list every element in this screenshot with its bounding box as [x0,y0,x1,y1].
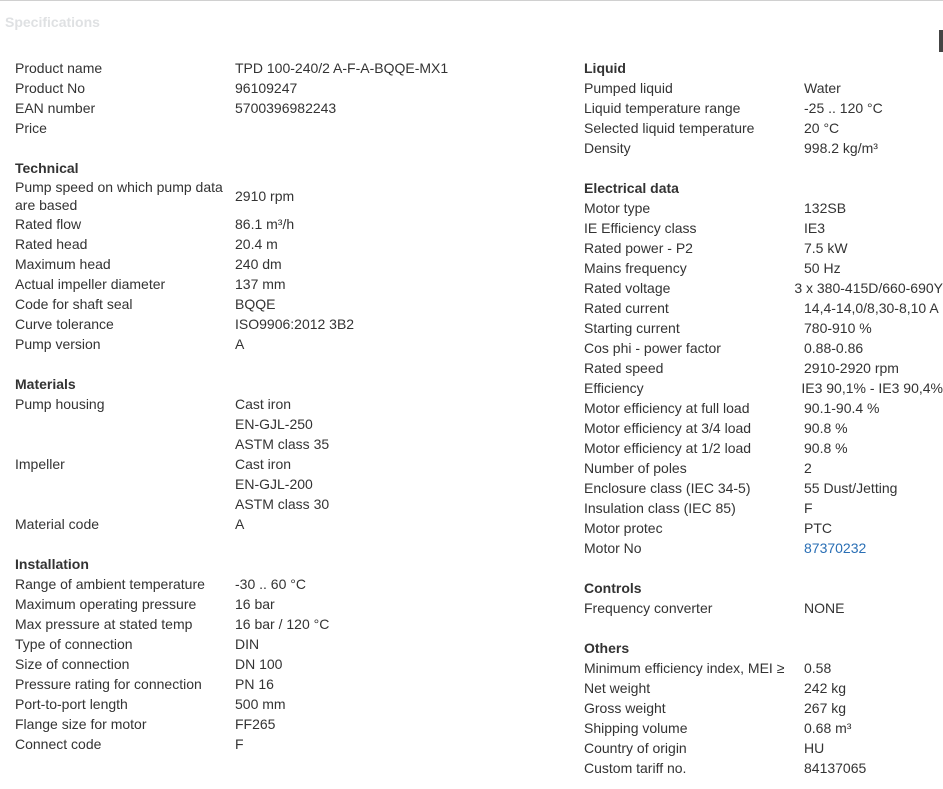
spec-row-pump-speed-on-which-pump-data-are-based [15,178,545,214]
spec-value: 96109247 [235,80,298,96]
spec-value: 16 bar / 120 °C [235,616,330,632]
spec-value: 780-910 % [804,320,872,336]
spec-values [804,658,831,678]
spec-value: 2 [804,460,812,476]
spec-label: Starting current [584,320,680,336]
spec-values [804,198,846,218]
spec-row-shipping-volume [584,718,943,738]
spec-label: Pump version [15,336,101,352]
spec-label: Pressure rating for connection [15,676,202,692]
spec-row-pump-housing [15,394,545,454]
spec-value: Water [804,80,841,96]
spec-row-impeller [15,454,545,514]
spec-value: -25 .. 120 °C [804,100,883,116]
spec-value: Cast iron [235,456,292,472]
spec-values [804,78,841,98]
section-controls [584,578,943,618]
spec-label: Insulation class (IEC 85) [584,500,736,516]
spec-values [235,694,286,714]
spec-label: Pump speed on which pump data are based [15,179,223,213]
spec-label: Minimum efficiency index, MEI ≥ [584,660,785,676]
spec-values [235,714,275,734]
spec-row-cos-phi-power-factor [584,338,943,358]
spec-row-rated-voltage [584,278,943,298]
spec-row-country-of-origin [584,738,943,758]
spec-value: 3 x 380-415D/660-690Y [794,280,943,296]
spec-row-motor-efficiency-at-3-4-load [584,418,943,438]
right-column [584,58,943,778]
spec-value: IE3 [804,220,826,236]
section-materials [15,374,545,534]
section-installation [15,554,545,754]
spec-row-starting-current [584,318,943,338]
spec-label: Max pressure at stated temp [15,616,193,632]
spec-values [794,278,943,298]
spec-value: 55 Dust/Jetting [804,480,898,496]
spec-value: 20 °C [804,120,840,136]
spec-row-rated-speed [584,358,943,378]
spec-values [804,298,939,318]
spec-label: Motor protec [584,520,663,536]
spec-value: 90.8 % [804,420,848,436]
section-title: Installation [15,556,89,572]
scrollbar-thumb[interactable] [939,30,943,52]
spec-row-rated-flow [15,214,545,234]
spec-row-pumped-liquid [584,78,943,98]
spec-label: Range of ambient temperature [15,576,205,592]
spec-row-number-of-poles [584,458,943,478]
spec-row-product-name [15,58,545,78]
spec-label: EAN number [15,100,96,116]
spec-values [804,458,812,478]
section-general [15,58,545,138]
spec-label: Country of origin [584,740,687,756]
spec-row-material-code [15,514,545,534]
section-electrical-data [584,178,943,558]
spec-label: Motor efficiency at 3/4 load [584,420,752,436]
spec-label: Connect code [15,736,102,752]
spec-label: Size of connection [15,656,130,672]
spec-row-flange-size-for-motor [15,714,545,734]
spec-value: 14,4-14,0/8,30-8,10 A [804,300,939,316]
spec-label: Net weight [584,680,651,696]
spec-value: ASTM class 35 [235,436,330,452]
spec-values [235,58,448,78]
spec-value: 2910 rpm [235,188,295,204]
spec-row-insulation-class-iec-85 [584,498,943,518]
spec-row-mains-frequency [584,258,943,278]
spec-values [235,274,286,294]
spec-values [235,674,274,694]
spec-label: Gross weight [584,700,666,716]
spec-label: Type of connection [15,636,133,652]
spec-label: Pump housing [15,396,105,412]
spec-value: DN 100 [235,656,283,672]
spec-label: Rated speed [584,360,664,376]
spec-label: Material code [15,516,100,532]
spec-values [804,598,844,618]
spec-label: Port-to-port length [15,696,128,712]
spec-value: 500 mm [235,696,286,712]
spec-value: F [804,500,813,516]
spec-row-pressure-rating-for-connection [15,674,545,694]
spec-row-ean-number [15,98,545,118]
spec-values [804,758,866,778]
spec-value: 7.5 kW [804,240,848,256]
spec-label: Rated current [584,300,669,316]
spec-value: DIN [235,636,260,652]
spec-label: Rated voltage [584,280,671,296]
spec-label: Cos phi - power factor [584,340,721,356]
spec-value: 86.1 m³/h [235,216,295,232]
spec-value-link[interactable]: 87370232 [804,540,867,556]
spec-values [235,614,329,634]
spec-value: ASTM class 30 [235,496,330,512]
spec-value: NONE [804,600,845,616]
spec-value: PN 16 [235,676,274,692]
spec-value: 240 dm [235,256,282,272]
spec-label: Number of poles [584,460,687,476]
spec-values [235,214,294,234]
spec-row-net-weight [584,678,943,698]
spec-row-pump-version [15,334,545,354]
spec-value: 242 kg [804,680,847,696]
spec-row-code-for-shaft-seal [15,294,545,314]
spec-value: 267 kg [804,700,847,716]
spec-label: Custom tariff no. [584,760,687,776]
section-title: Materials [15,376,76,392]
spec-label: Rated flow [15,216,82,232]
spec-values [804,678,846,698]
spec-values [804,318,872,338]
spec-value: 132SB [804,200,847,216]
spec-row-rated-current [584,298,943,318]
spec-value: F [235,736,244,752]
spec-values [804,358,899,378]
spec-value: FF265 [235,716,276,732]
spec-value: 998.2 kg/m³ [804,140,878,156]
spec-values [235,634,259,654]
spec-row-liquid-temperature-range [584,98,943,118]
spec-label: Maximum head [15,256,111,272]
spec-values [804,478,897,498]
spec-row-motor-no [584,538,943,558]
spec-values [235,734,244,754]
spec-value: 0.58 [804,660,832,676]
spec-value: PTC [804,520,832,536]
spec-row-product-no [15,78,545,98]
spec-values [804,258,841,278]
spec-label: Price [15,120,47,136]
spec-row-selected-liquid-temperature [584,118,943,138]
spec-value: -30 .. 60 °C [235,576,306,592]
spec-row-range-of-ambient-temperature [15,574,545,594]
spec-label: Efficiency [584,380,644,396]
spec-label: Rated head [15,236,88,252]
spec-value: 0.68 m³ [804,720,852,736]
spec-value: 84137065 [804,760,867,776]
spec-row-port-to-port-length [15,694,545,714]
spec-label: Density [584,140,631,156]
spec-values [804,538,866,558]
section-others [584,638,943,778]
spec-values [235,334,244,354]
spec-label: Curve tolerance [15,316,114,332]
spec-label: Maximum operating pressure [15,596,197,612]
spec-values [235,294,275,314]
spec-row-density [584,138,943,158]
spec-values [235,254,282,274]
spec-value: 2910-2920 rpm [804,360,899,376]
spec-row-max-pressure-at-stated-temp [15,614,545,634]
spec-values [235,314,354,334]
spec-row-enclosure-class-iec-34-5 [584,478,943,498]
spec-value: 16 bar [235,596,275,612]
spec-label: Liquid temperature range [584,100,741,116]
spec-label: Frequency converter [584,600,713,616]
section-title: Controls [584,580,642,596]
spec-value: TPD 100-240/2 A-F-A-BQQE-MX1 [235,60,449,76]
spec-label: IE Efficiency class [584,220,697,236]
top-border [0,0,943,1]
spec-value: BQQE [235,296,276,312]
spec-row-actual-impeller-diameter [15,274,545,294]
spec-label: Motor efficiency at full load [584,400,750,416]
spec-values [235,574,306,594]
spec-row-motor-efficiency-at-full-load [584,398,943,418]
spec-row-frequency-converter [584,598,943,618]
spec-row-motor-protec [584,518,943,538]
spec-label: Code for shaft seal [15,296,133,312]
spec-value: EN-GJL-250 [235,416,313,432]
spec-values [235,454,329,514]
spec-value: 90.8 % [804,440,848,456]
spec-label: Mains frequency [584,260,687,276]
section-title: Electrical data [584,180,679,196]
spec-value: 0.88-0.86 [804,340,864,356]
spec-value: A [235,516,245,532]
spec-values [804,138,878,158]
spec-row-size-of-connection [15,654,545,674]
spec-label: Motor No [584,540,642,556]
spec-values [804,98,883,118]
spec-value: Cast iron [235,396,292,412]
spec-value: EN-GJL-200 [235,476,313,492]
spec-label: Actual impeller diameter [15,276,166,292]
spec-values [804,438,848,458]
spec-value: 50 Hz [804,260,841,276]
spec-values [235,394,329,454]
spec-values [804,498,813,518]
section-technical [15,158,545,354]
spec-value: ISO9906:2012 3B2 [235,316,355,332]
spec-value: 20.4 m [235,236,278,252]
spec-values [801,378,943,398]
spec-values [804,698,846,718]
spec-value: HU [804,740,825,756]
spec-row-ie-efficiency-class [584,218,943,238]
spec-row-motor-efficiency-at-1-2-load [584,438,943,458]
section-title: Technical [15,160,79,176]
panel-title: Specifications [5,14,100,30]
spec-values [235,234,278,254]
spec-row-efficiency [584,378,943,398]
spec-label: Motor type [584,200,651,216]
section-title: Others [584,640,630,656]
spec-value: IE3 90,1% - IE3 90,4% [801,380,943,396]
spec-value: 90.1-90.4 % [804,400,880,416]
spec-values [804,418,848,438]
section-title: Liquid [584,60,626,76]
spec-value: A [235,336,245,352]
spec-row-gross-weight [584,698,943,718]
spec-values [235,78,297,98]
spec-row-minimum-efficiency-index-mei [584,658,943,678]
spec-label: Product name [15,60,103,76]
spec-row-rated-head [15,234,545,254]
spec-values [235,98,336,118]
spec-row-connect-code [15,734,545,754]
left-column [15,58,545,754]
spec-label: Rated power - P2 [584,240,693,256]
spec-values [804,718,851,738]
spec-values [804,218,825,238]
spec-label: Shipping volume [584,720,688,736]
spec-values [804,518,832,538]
spec-label: Impeller [15,456,65,472]
spec-label: Motor efficiency at 1/2 load [584,440,752,456]
spec-row-custom-tariff-no [584,758,943,778]
spec-value: 137 mm [235,276,286,292]
spec-row-type-of-connection [15,634,545,654]
spec-label: Selected liquid temperature [584,120,755,136]
section-liquid [584,58,943,158]
spec-label: Product No [15,80,86,96]
spec-values [235,514,244,534]
spec-label: Flange size for motor [15,716,147,732]
spec-values [235,186,294,206]
spec-values [804,738,824,758]
spec-row-maximum-operating-pressure [15,594,545,614]
spec-row-price [15,118,545,138]
spec-values [804,238,848,258]
spec-values [804,398,880,418]
spec-value: 5700396982243 [235,100,337,116]
spec-row-maximum-head [15,254,545,274]
spec-row-motor-type [584,198,943,218]
spec-label: Pumped liquid [584,80,673,96]
spec-values [235,654,282,674]
spec-label: Enclosure class (IEC 34-5) [584,480,751,496]
spec-values [235,594,275,614]
spec-values [804,338,863,358]
spec-row-rated-power-p2 [584,238,943,258]
spec-row-curve-tolerance [15,314,545,334]
spec-values [804,118,839,138]
